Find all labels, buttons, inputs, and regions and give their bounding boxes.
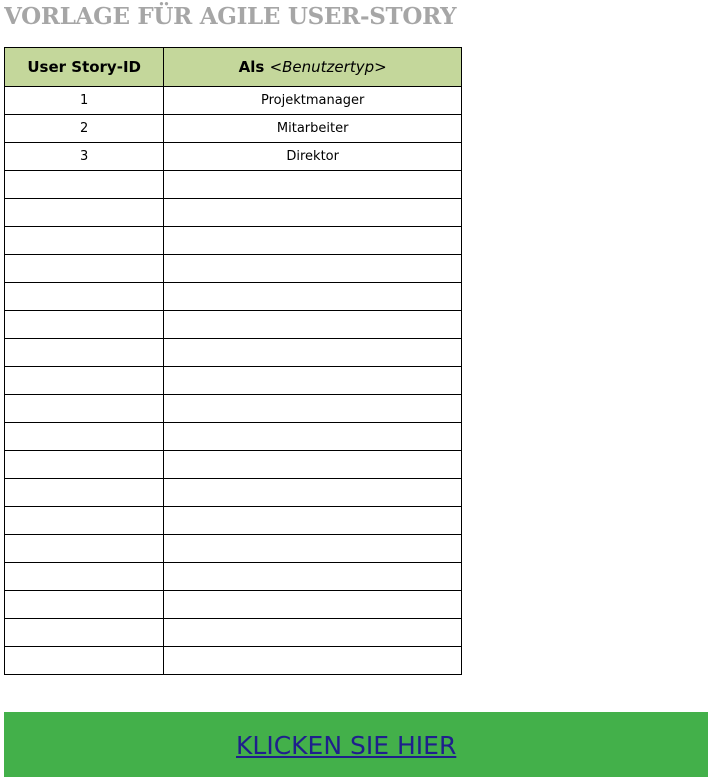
user-story-id-cell[interactable] xyxy=(5,283,164,311)
user-story-id-cell[interactable] xyxy=(5,507,164,535)
user-type-cell[interactable] xyxy=(164,171,462,199)
table-row xyxy=(5,451,462,479)
table-row xyxy=(5,395,462,423)
user-type-cell[interactable] xyxy=(164,367,462,395)
user-type-cell[interactable] xyxy=(164,255,462,283)
user-story-id-cell[interactable]: 1 xyxy=(5,87,164,115)
table-row xyxy=(5,563,462,591)
table-row xyxy=(5,647,462,675)
user-story-id-cell[interactable] xyxy=(5,199,164,227)
user-story-id-cell[interactable] xyxy=(5,647,164,675)
column-header-as-user-type[interactable] xyxy=(164,48,462,87)
user-story-table xyxy=(4,47,462,675)
table-row xyxy=(5,255,462,283)
user-type-cell[interactable]: Mitarbeiter xyxy=(164,115,462,143)
user-story-id-cell[interactable] xyxy=(5,591,164,619)
user-type-cell[interactable] xyxy=(164,591,462,619)
user-type-cell[interactable] xyxy=(164,311,462,339)
table-row xyxy=(5,227,462,255)
table-row xyxy=(5,199,462,227)
user-story-id-cell[interactable] xyxy=(5,255,164,283)
table-row xyxy=(5,143,462,171)
user-type-cell[interactable] xyxy=(164,339,462,367)
table-row xyxy=(5,367,462,395)
user-type-cell[interactable] xyxy=(164,507,462,535)
header-as-prefix: Als xyxy=(238,58,270,76)
user-type-cell[interactable] xyxy=(164,283,462,311)
table-row xyxy=(5,507,462,535)
user-story-id-cell[interactable] xyxy=(5,423,164,451)
user-story-id-cell[interactable] xyxy=(5,619,164,647)
user-story-id-cell[interactable] xyxy=(5,171,164,199)
user-story-id-cell[interactable]: 2 xyxy=(5,115,164,143)
user-type-cell[interactable] xyxy=(164,451,462,479)
user-story-id-cell[interactable] xyxy=(5,535,164,563)
user-type-cell[interactable] xyxy=(164,535,462,563)
table-row xyxy=(5,283,462,311)
user-story-id-cell[interactable] xyxy=(5,311,164,339)
user-type-cell[interactable] xyxy=(164,647,462,675)
user-story-id-cell[interactable]: 3 xyxy=(5,143,164,171)
table-row xyxy=(5,115,462,143)
user-story-id-cell[interactable] xyxy=(5,451,164,479)
user-story-id-cell[interactable] xyxy=(5,395,164,423)
user-story-id-cell[interactable] xyxy=(5,563,164,591)
table-header-row xyxy=(5,48,462,87)
header-user-type: <Benutzertyp> xyxy=(269,58,387,76)
table-row xyxy=(5,535,462,563)
click-here-link[interactable]: KLICKEN SIE HIER xyxy=(236,731,457,760)
user-type-cell[interactable] xyxy=(164,199,462,227)
user-type-cell[interactable] xyxy=(164,479,462,507)
page-title: VORLAGE FÜR AGILE USER-STORY xyxy=(4,3,457,30)
user-type-cell[interactable] xyxy=(164,563,462,591)
user-type-cell[interactable]: Direktor xyxy=(164,143,462,171)
table-row xyxy=(5,423,462,451)
table-row xyxy=(5,339,462,367)
user-story-id-cell[interactable] xyxy=(5,227,164,255)
cta-banner xyxy=(4,712,708,777)
user-type-cell[interactable] xyxy=(164,619,462,647)
table-row xyxy=(5,479,462,507)
table-row xyxy=(5,87,462,115)
user-type-cell[interactable] xyxy=(164,423,462,451)
table-row xyxy=(5,311,462,339)
table-row xyxy=(5,591,462,619)
user-type-cell[interactable] xyxy=(164,227,462,255)
user-story-id-cell[interactable] xyxy=(5,367,164,395)
user-story-id-cell[interactable] xyxy=(5,479,164,507)
table-row xyxy=(5,171,462,199)
table-row xyxy=(5,619,462,647)
user-story-id-cell[interactable] xyxy=(5,339,164,367)
user-type-cell[interactable] xyxy=(164,395,462,423)
column-header-user-story-id[interactable]: User Story-ID xyxy=(5,48,164,87)
user-type-cell[interactable]: Projektmanager xyxy=(164,87,462,115)
